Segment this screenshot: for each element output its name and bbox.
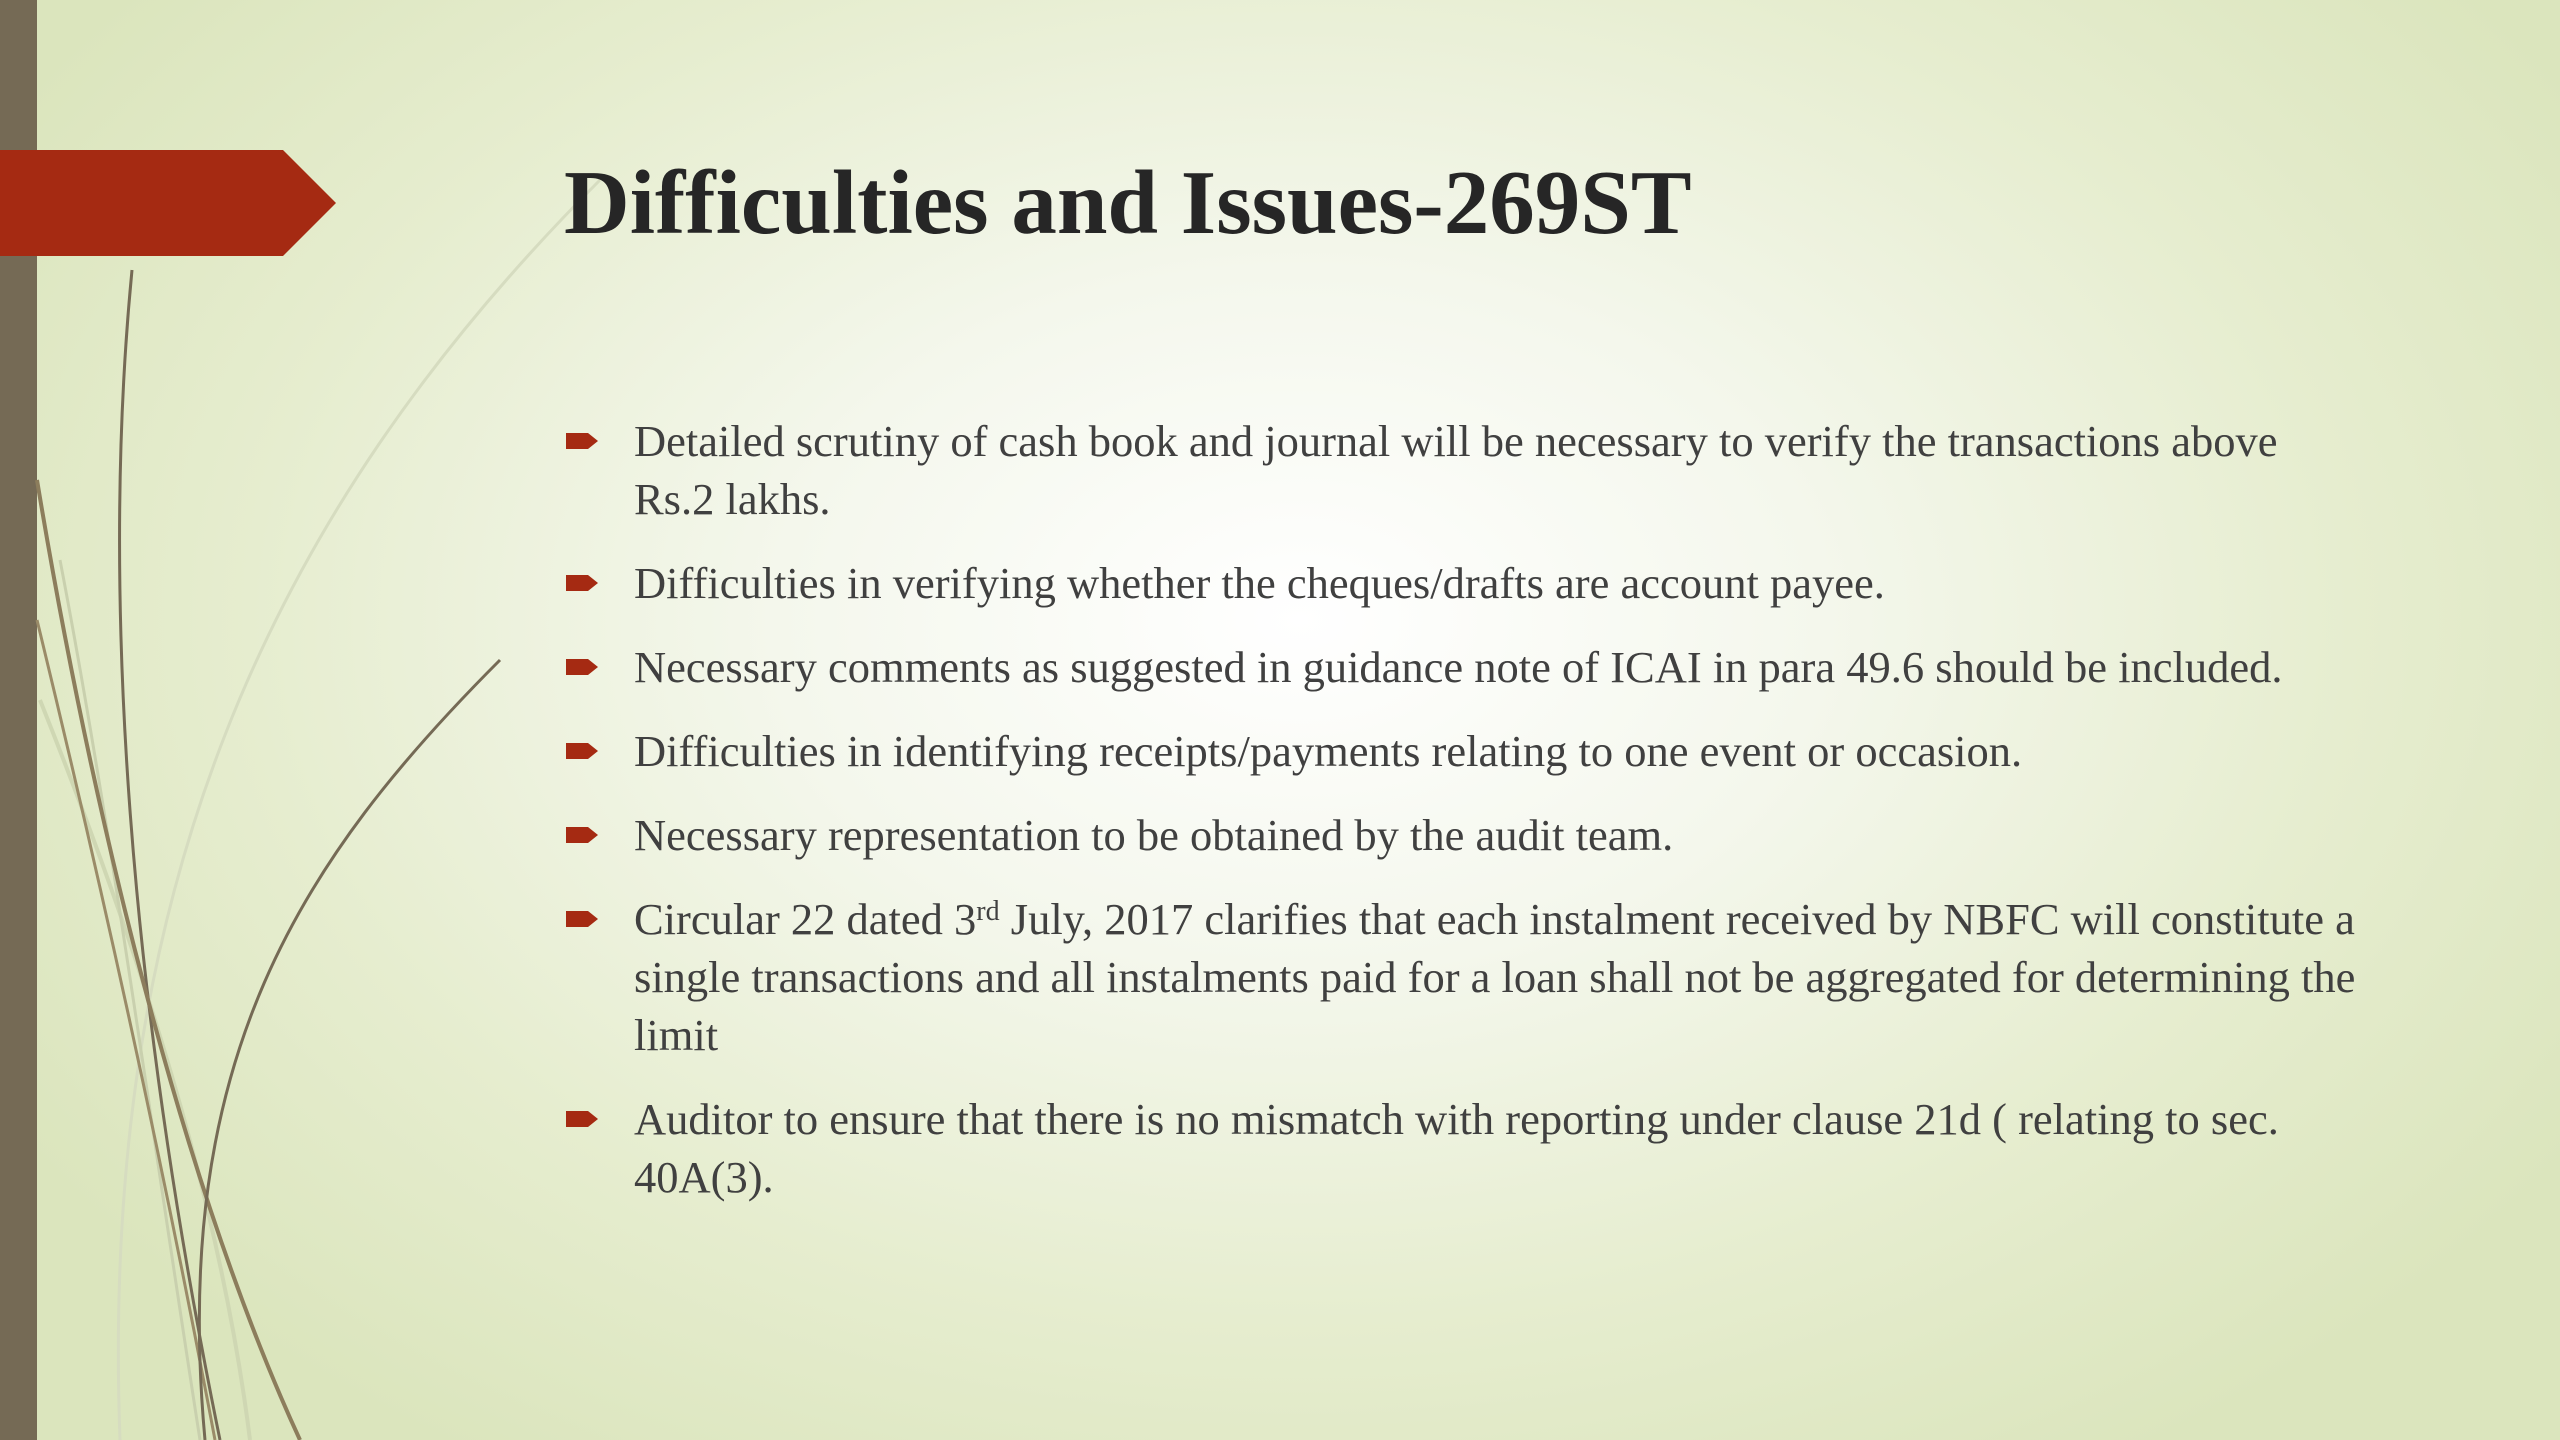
bullet-item xyxy=(564,554,2364,612)
bullet-text: Auditor to ensure that there is no mismatch with reporting under clause 21d ( relating to sec. 40A(3). xyxy=(634,1094,2279,1202)
bullet-text xyxy=(634,894,2355,1060)
bullet-item xyxy=(564,412,2364,528)
arrow-bullet-icon xyxy=(566,908,600,930)
bullet-item xyxy=(564,722,2364,780)
bullet-item xyxy=(564,638,2364,696)
bullet-text: Detailed scrutiny of cash book and journal will be necessary to verify the transactions above Rs.2 lakhs. xyxy=(634,416,2278,524)
bullet-text: Necessary representation to be obtained by the audit team. xyxy=(634,810,1674,860)
ordinal-superscript: rd xyxy=(976,896,1000,927)
arrow-bullet-icon xyxy=(566,572,600,594)
arrow-bullet-icon xyxy=(566,740,600,762)
arrow-bullet-icon xyxy=(566,656,600,678)
bullet-item xyxy=(564,890,2364,1064)
bullet-text: Difficulties in verifying whether the cheques/drafts are account payee. xyxy=(634,558,1885,608)
arrow-bullet-icon xyxy=(566,1108,600,1130)
bullet-list xyxy=(564,412,2364,1232)
page-title: Difficulties and Issues-269ST xyxy=(564,152,1692,253)
bullet-item xyxy=(564,1090,2364,1206)
bullet-text: Difficulties in identifying receipts/payments relating to one event or occasion. xyxy=(634,726,2023,776)
arrow-bullet-icon xyxy=(566,430,600,452)
bullet-text-start: Circular 22 dated 3 xyxy=(634,894,977,944)
arrow-bullet-icon xyxy=(566,824,600,846)
bullet-text: Necessary comments as suggested in guidance note of ICAI in para 49.6 should be included. xyxy=(634,642,2283,692)
bullet-text-end: July, 2017 clarifies that each instalment received by NBFC will constitute a single transactions and all instalments paid for a loan shall not be aggregated for determining the limit xyxy=(634,894,2356,1060)
title-arrow-icon xyxy=(0,150,336,256)
bullet-item xyxy=(564,806,2364,864)
